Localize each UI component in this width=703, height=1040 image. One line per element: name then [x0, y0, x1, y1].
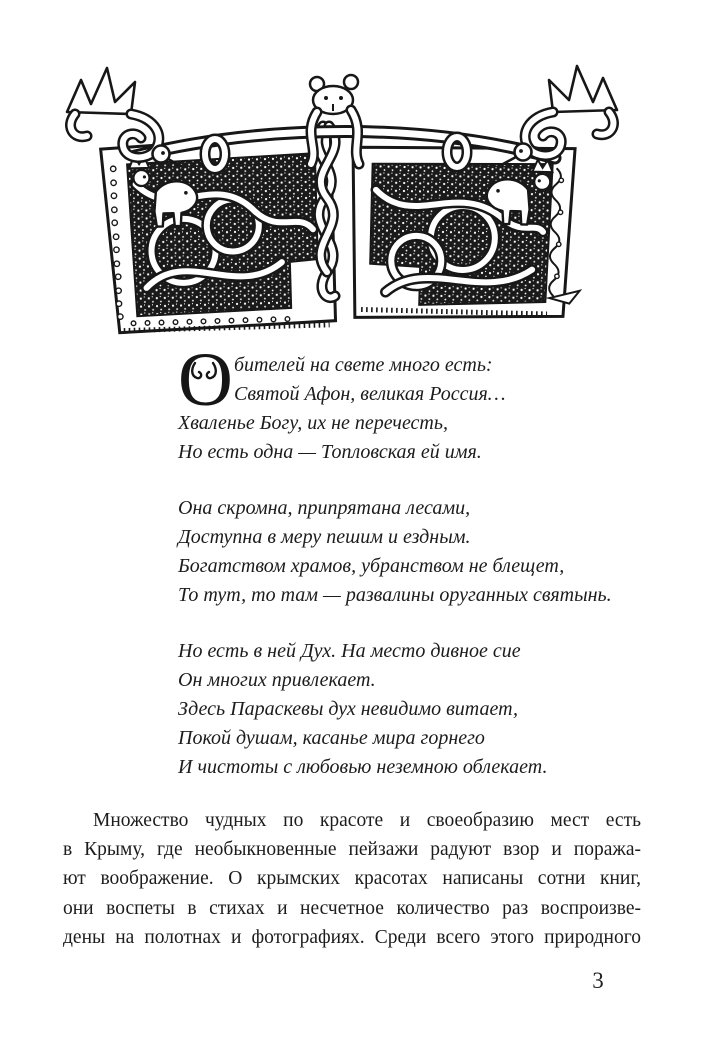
poem-line: Святой Афон, великая Россия… — [234, 383, 506, 405]
poem-line: Он многих привлекает. — [178, 669, 376, 691]
poem-line: Хваленье Богу, их не перечесть, — [178, 412, 448, 434]
poem-line: Здесь Параскевы дух невидимо витает, — [178, 698, 519, 720]
prose-line: дены на полотнах и фотографиях. Среди всего этого природного — [63, 926, 641, 948]
poem-cap-lines — [234, 351, 506, 409]
poem-line: Доступна в меру пешим и ездным. — [178, 526, 471, 548]
page-number: 3 — [592, 968, 604, 993]
poem-line: Богатством храмов, убранством не блещет, — [178, 555, 565, 577]
interlace-headpiece-illustration — [64, 62, 620, 340]
headpiece-ornament — [64, 62, 620, 340]
poem-line: То тут, то там — развалины оруганных святынь. — [178, 584, 612, 606]
poem-block — [178, 338, 640, 782]
poem-line: И чистоты с любовью неземною облекает. — [178, 756, 548, 778]
prose-line: они воспеты в стихах и несчетное количество раз воспроизве- — [63, 897, 641, 919]
right-dragon-icon — [503, 66, 617, 164]
poem-line: Покой душам, касанье мира горнего — [178, 727, 485, 749]
drop-cap-initial — [178, 338, 231, 422]
prose-line: ют воображение. О крымских красотах написаны сотни книг, — [63, 868, 641, 890]
poem-line: Но есть в ней Дух. На место дивное сие — [178, 640, 521, 662]
poem-stanza-1 — [178, 338, 640, 467]
left-dragon-icon — [67, 68, 181, 166]
poem-stanza-3 — [178, 637, 640, 782]
poem-stanza-2 — [178, 494, 640, 610]
drop-cap-curl-ornament — [187, 361, 221, 383]
poem-line: бителей на свете много есть: — [234, 354, 493, 376]
drop-cap-letter: О — [178, 338, 231, 422]
prose-paragraph — [63, 806, 641, 952]
poem-line: Она скромна, припрятана лесами, — [178, 497, 471, 519]
prose-line: в Крыму, где необыкновенные пейзажи радуют взор и поража- — [63, 839, 641, 861]
prose-line: Множество чудных по красоте и своеобразию мест есть — [93, 810, 641, 831]
poem-line: Но есть одна — Топловская ей имя. — [178, 441, 482, 463]
